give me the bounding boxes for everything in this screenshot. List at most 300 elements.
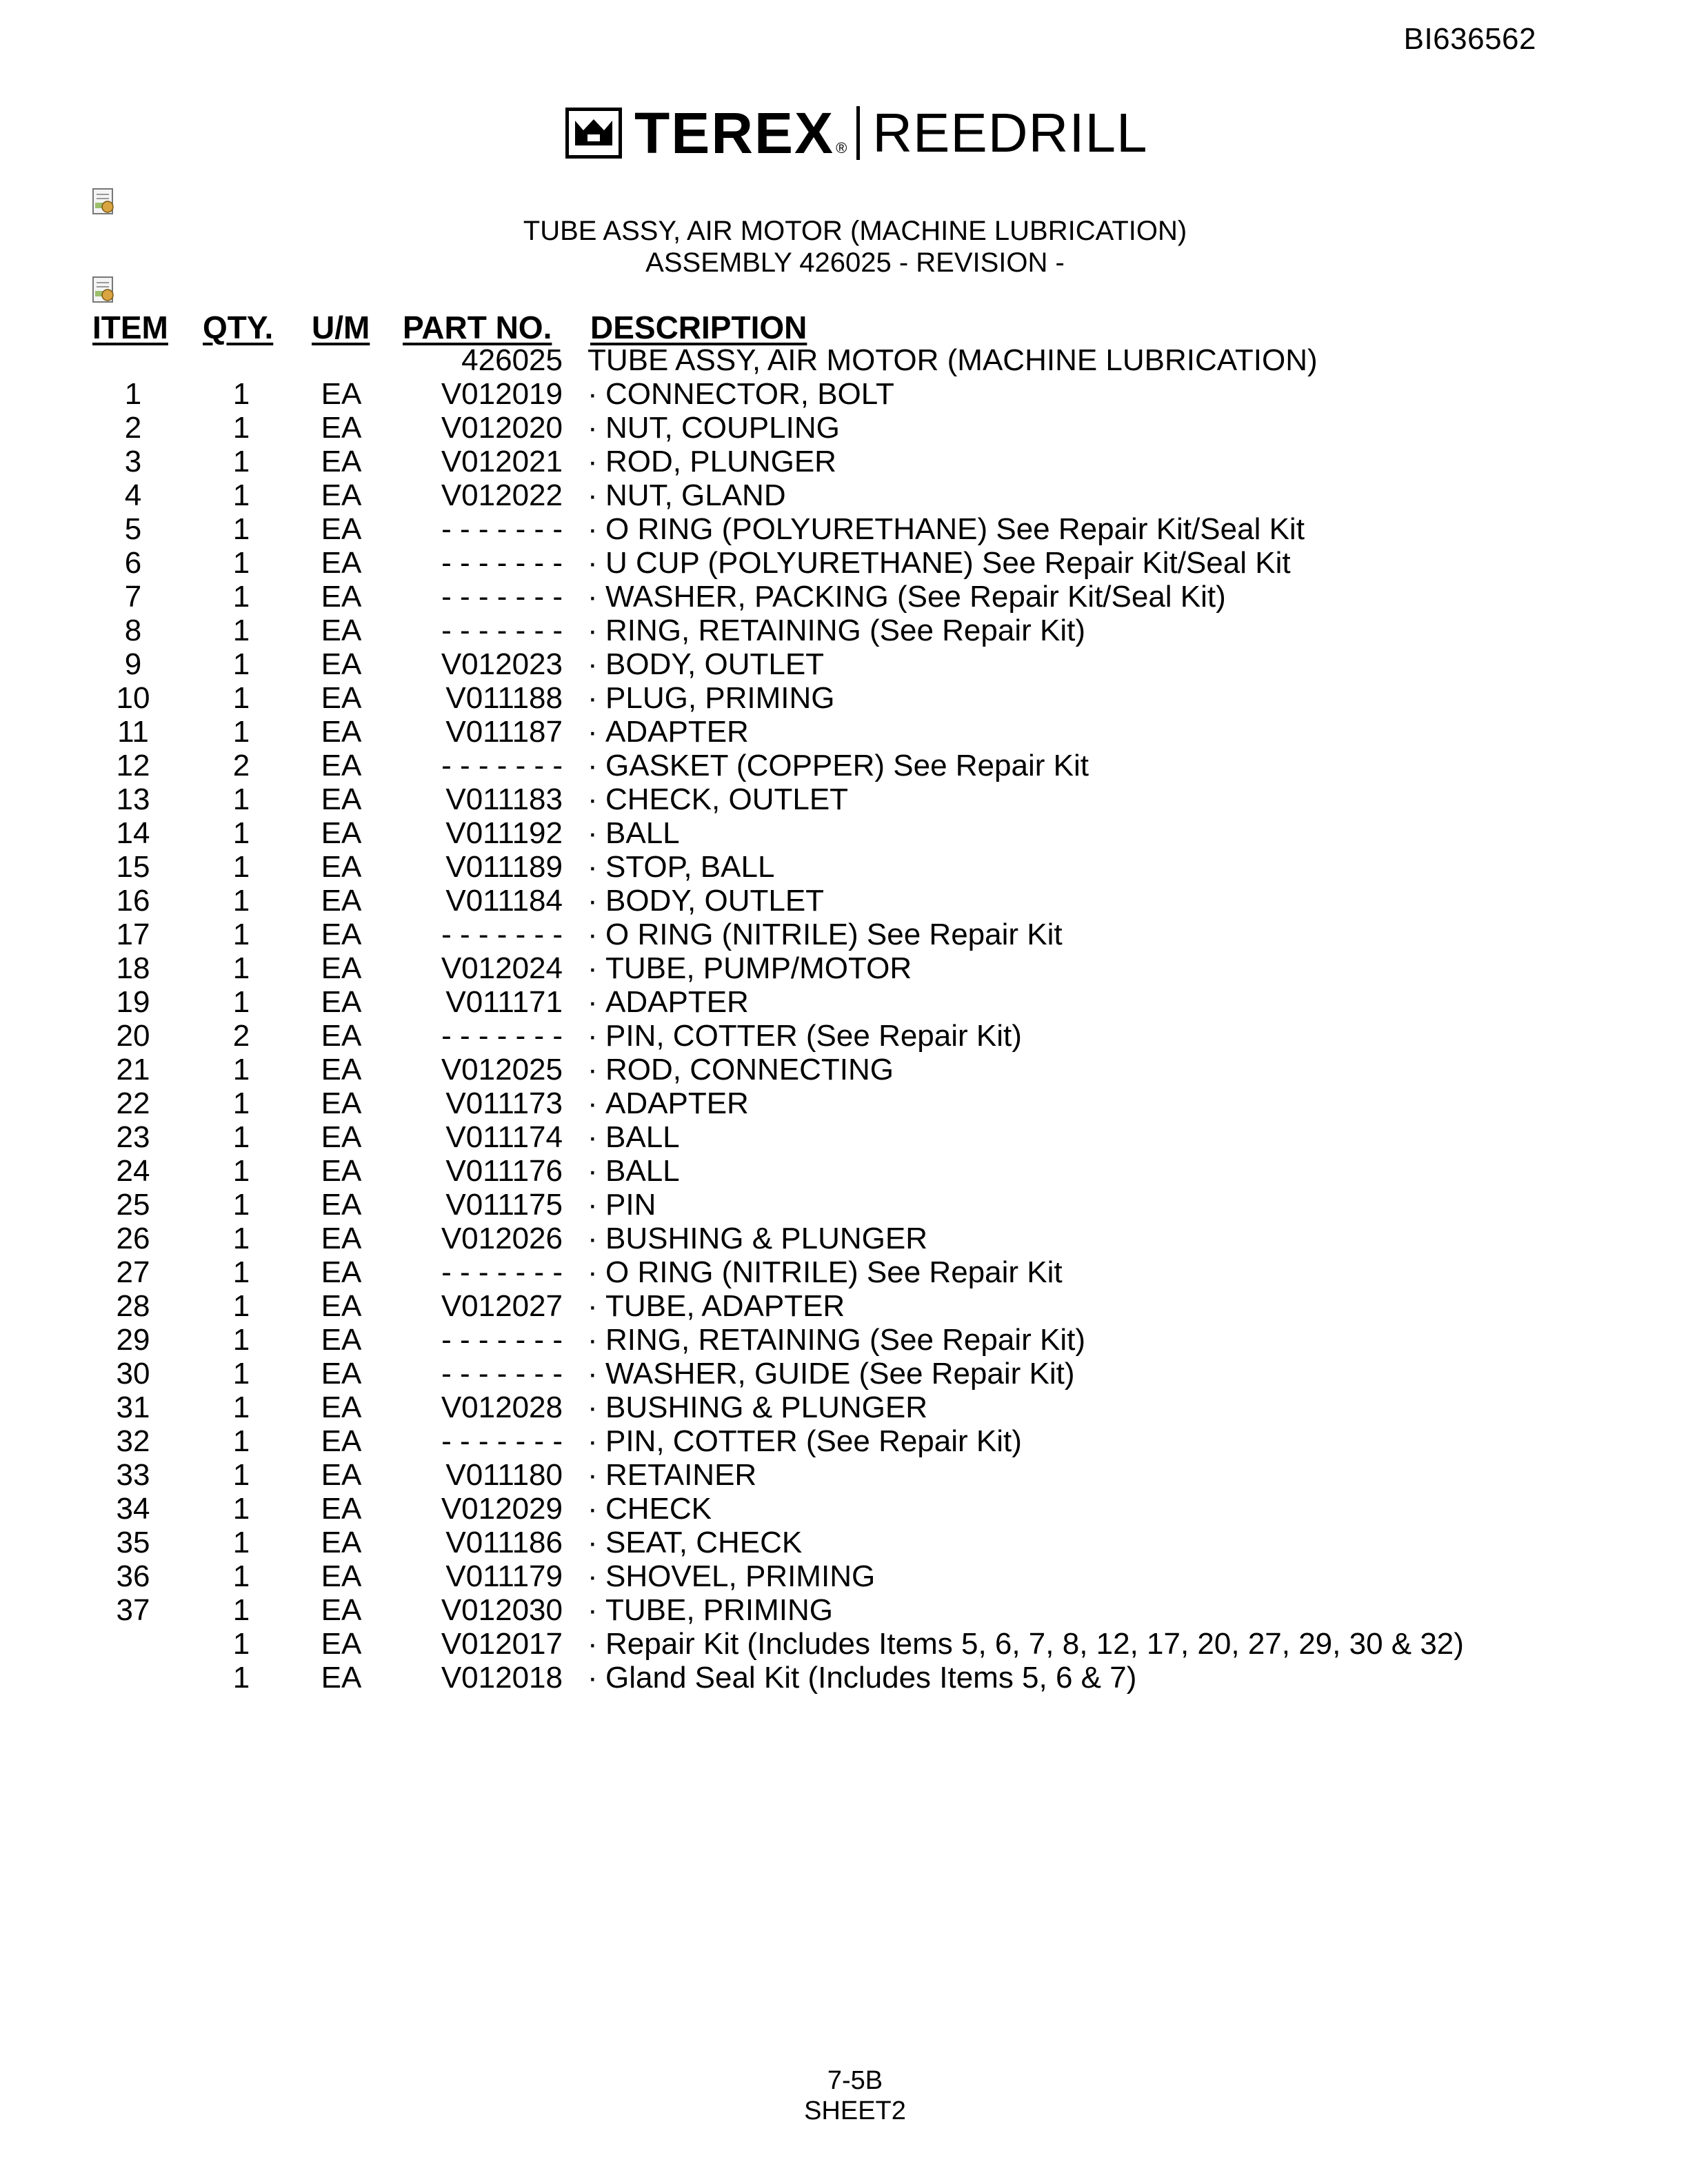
indent-bullet: ·	[587, 1492, 598, 1526]
embedded-document-icon	[91, 276, 117, 305]
item-quantity: 1	[232, 478, 250, 512]
item-number: 27	[116, 1255, 150, 1289]
item-description	[587, 951, 912, 986]
table-row	[0, 747, 1688, 781]
indent-bullet: ·	[587, 647, 598, 681]
item-description	[587, 478, 786, 513]
indent-bullet: ·	[587, 749, 598, 782]
item-description	[587, 546, 1291, 580]
table-row	[0, 376, 1688, 410]
item-description	[587, 1661, 1136, 1695]
indent-bullet: ·	[587, 782, 598, 816]
part-number: V012017	[441, 1627, 563, 1661]
unit-of-measure: EA	[321, 985, 362, 1019]
unit-of-measure: EA	[321, 1424, 362, 1458]
indent-bullet: ·	[587, 985, 598, 1019]
table-row	[0, 984, 1688, 1018]
table-row	[0, 916, 1688, 950]
item-description	[587, 1458, 756, 1493]
description-text: TUBE, PRIMING	[605, 1593, 834, 1627]
part-number: - - - - - - -	[441, 1019, 563, 1053]
item-description	[587, 1627, 1464, 1661]
description-text: CHECK	[605, 1492, 712, 1526]
table-row	[0, 1254, 1688, 1288]
indent-bullet: ·	[587, 1559, 598, 1593]
item-quantity: 1	[232, 951, 250, 985]
table-row	[0, 1322, 1688, 1355]
table-row	[0, 849, 1688, 882]
indent-bullet: ·	[587, 1391, 598, 1424]
item-quantity: 1	[232, 985, 250, 1019]
part-number: - - - - - - -	[441, 1424, 563, 1458]
description-text: PIN	[605, 1188, 656, 1222]
item-description	[587, 985, 749, 1020]
table-row	[0, 1153, 1688, 1186]
item-number: 2	[124, 411, 142, 445]
part-number: V011186	[445, 1526, 563, 1559]
indent-bullet: ·	[587, 1526, 598, 1559]
item-number: 22	[116, 1086, 150, 1120]
brand-name: TEREX	[634, 101, 835, 165]
item-description	[587, 884, 824, 918]
unit-of-measure: EA	[321, 951, 362, 985]
table-row	[0, 1389, 1688, 1423]
description-text: SHOVEL, PRIMING	[605, 1559, 876, 1593]
table-row	[0, 1355, 1688, 1389]
item-number: 9	[124, 647, 142, 681]
item-description	[587, 1593, 833, 1628]
item-quantity: 1	[232, 1627, 250, 1661]
item-description	[587, 1559, 875, 1594]
description-text: BODY, OUTLET	[605, 647, 825, 681]
description-text: Gland Seal Kit (Includes Items 5, 6 & 7)	[605, 1661, 1137, 1695]
item-quantity: 1	[232, 1053, 250, 1086]
unit-of-measure: EA	[321, 614, 362, 647]
item-description	[587, 1323, 1085, 1357]
item-quantity: 1	[232, 918, 250, 951]
item-quantity: 1	[232, 512, 250, 546]
part-number: V012026	[441, 1222, 563, 1255]
indent-bullet: ·	[587, 1255, 598, 1289]
item-description	[587, 1188, 656, 1222]
page-number: 7-5B	[827, 2066, 883, 2095]
item-quantity: 1	[232, 1120, 250, 1154]
description-text: BODY, OUTLET	[605, 884, 825, 918]
item-number: 11	[117, 715, 149, 749]
item-description	[587, 377, 894, 412]
table-row	[0, 1592, 1688, 1626]
part-number: V011173	[445, 1086, 563, 1120]
indent-bullet: ·	[587, 884, 598, 918]
item-quantity: 1	[232, 1188, 250, 1222]
unit-of-measure: EA	[321, 580, 362, 614]
indent-bullet: ·	[587, 850, 598, 884]
description-text: NUT, GLAND	[605, 478, 786, 512]
indent-bullet: ·	[587, 1120, 598, 1154]
item-description	[587, 343, 1318, 378]
part-number: V011183	[445, 782, 563, 816]
header-item: ITEM	[92, 310, 168, 345]
header-description: DESCRIPTION	[590, 310, 807, 345]
item-number: 7	[124, 580, 142, 614]
item-number: 34	[116, 1492, 150, 1526]
description-text: TUBE ASSY, AIR MOTOR (MACHINE LUBRICATION)	[587, 343, 1318, 377]
part-number: V011192	[445, 816, 563, 850]
item-description	[587, 918, 1063, 952]
item-description	[587, 1289, 845, 1324]
logo-divider	[856, 106, 860, 160]
unit-of-measure: EA	[321, 445, 362, 478]
unit-of-measure: EA	[321, 1526, 362, 1559]
indent-bullet: ·	[587, 918, 598, 951]
item-description	[587, 850, 774, 884]
item-quantity: 1	[232, 1424, 250, 1458]
unit-of-measure: EA	[321, 782, 362, 816]
part-number: V011188	[445, 681, 563, 715]
description-text: Repair Kit (Includes Items 5, 6, 7, 8, 12, 17, 20, 27, 29, 30 & 32)	[605, 1627, 1464, 1661]
unit-of-measure: EA	[321, 1593, 362, 1627]
item-number: 5	[124, 512, 142, 546]
item-quantity: 1	[232, 1323, 250, 1357]
item-description	[587, 512, 1305, 547]
assembly-title	[0, 215, 1688, 279]
item-quantity: 1	[232, 1154, 250, 1188]
item-description	[587, 1222, 927, 1256]
description-text: NUT, COUPLING	[605, 411, 840, 445]
indent-bullet: ·	[587, 1357, 598, 1391]
item-quantity: 1	[232, 1661, 250, 1695]
item-quantity: 1	[232, 377, 250, 411]
item-quantity: 1	[232, 647, 250, 681]
unit-of-measure: EA	[321, 681, 362, 715]
table-row	[0, 1085, 1688, 1119]
part-number: V012029	[441, 1492, 563, 1526]
item-quantity: 1	[232, 1357, 250, 1391]
unit-of-measure: EA	[321, 377, 362, 411]
item-quantity: 1	[232, 445, 250, 478]
indent-bullet: ·	[587, 445, 598, 478]
indent-bullet: ·	[587, 546, 598, 580]
item-number: 36	[116, 1559, 150, 1593]
unit-of-measure: EA	[321, 1323, 362, 1357]
item-number: 1	[124, 377, 142, 411]
table-row	[0, 882, 1688, 916]
item-quantity: 1	[232, 411, 250, 445]
indent-bullet: ·	[587, 512, 598, 546]
item-number: 15	[116, 850, 150, 884]
unit-of-measure: EA	[321, 1120, 362, 1154]
indent-bullet: ·	[587, 614, 598, 647]
unit-of-measure: EA	[321, 850, 362, 884]
embedded-document-icon	[91, 188, 117, 216]
part-number: V012024	[441, 951, 563, 985]
item-number: 24	[116, 1154, 150, 1188]
title-line-2: ASSEMBLY 426025 - REVISION -	[645, 247, 1065, 278]
unit-of-measure: EA	[321, 884, 362, 918]
description-text: CONNECTOR, BOLT	[605, 377, 894, 411]
unit-of-measure: EA	[321, 715, 362, 749]
item-quantity: 1	[232, 1289, 250, 1323]
item-number: 16	[116, 884, 150, 918]
indent-bullet: ·	[587, 1458, 598, 1492]
description-text: ADAPTER	[605, 985, 749, 1019]
item-description	[587, 1120, 680, 1155]
unit-of-measure: EA	[321, 647, 362, 681]
description-text: CHECK, OUTLET	[605, 782, 849, 816]
item-number: 25	[116, 1188, 150, 1222]
indent-bullet: ·	[587, 816, 598, 850]
unit-of-measure: EA	[321, 1188, 362, 1222]
item-description	[587, 1357, 1075, 1391]
item-number: 18	[116, 951, 150, 985]
unit-of-measure: EA	[321, 1357, 362, 1391]
item-quantity: 1	[232, 614, 250, 647]
item-description	[587, 1255, 1063, 1290]
table-row	[0, 443, 1688, 477]
item-number: 31	[116, 1391, 150, 1424]
indent-bullet: ·	[587, 681, 598, 715]
item-description	[587, 749, 1089, 783]
description-text: RETAINER	[605, 1458, 757, 1492]
description-text: ADAPTER	[605, 715, 749, 749]
part-number: - - - - - - -	[441, 546, 563, 580]
indent-bullet: ·	[587, 1188, 598, 1222]
terex-crown-icon	[565, 108, 622, 159]
item-description	[587, 1424, 1022, 1459]
description-text: WASHER, GUIDE (See Repair Kit)	[605, 1357, 1075, 1391]
part-number: V011179	[445, 1559, 563, 1593]
item-quantity: 2	[232, 1019, 250, 1053]
item-quantity: 1	[232, 782, 250, 816]
brand-division: REEDRILL	[872, 102, 1148, 163]
indent-bullet: ·	[587, 1323, 598, 1357]
item-description	[587, 681, 835, 716]
item-quantity: 1	[232, 715, 250, 749]
unit-of-measure: EA	[321, 749, 362, 782]
description-text: U CUP (POLYURETHANE) See Repair Kit/Seal Kit	[605, 546, 1291, 580]
registered-mark: ®	[836, 139, 847, 156]
item-number: 3	[124, 445, 142, 478]
table-row	[0, 1659, 1688, 1693]
description-text: PLUG, PRIMING	[605, 681, 835, 715]
item-description	[587, 715, 749, 749]
part-number: - - - - - - -	[441, 1357, 563, 1391]
description-text: PIN, COTTER (See Repair Kit)	[605, 1019, 1022, 1053]
item-number: 28	[116, 1289, 150, 1323]
unit-of-measure: EA	[321, 1053, 362, 1086]
description-text: ROD, PLUNGER	[605, 445, 836, 478]
part-number: V012021	[441, 445, 563, 478]
item-number: 13	[116, 782, 150, 816]
item-number: 33	[116, 1458, 150, 1492]
item-number: 35	[116, 1526, 150, 1559]
column-headers	[0, 305, 1688, 347]
item-description	[587, 1492, 712, 1526]
indent-bullet: ·	[587, 1627, 598, 1661]
item-description	[587, 1086, 749, 1121]
parts-list	[0, 342, 1688, 1693]
part-number: V011171	[445, 985, 563, 1019]
table-row	[0, 950, 1688, 984]
item-number: 17	[116, 918, 150, 951]
unit-of-measure: EA	[321, 1154, 362, 1188]
table-row	[0, 545, 1688, 578]
item-number: 12	[116, 749, 150, 782]
item-quantity: 1	[232, 1255, 250, 1289]
description-text: RING, RETAINING (See Repair Kit)	[605, 614, 1085, 647]
table-row	[0, 1626, 1688, 1659]
part-number: V012027	[441, 1289, 563, 1323]
part-number: V012020	[441, 411, 563, 445]
document-id: BI636562	[1403, 22, 1536, 56]
table-row	[0, 1018, 1688, 1051]
title-line-1: TUBE ASSY, AIR MOTOR (MACHINE LUBRICATION)	[523, 216, 1187, 246]
part-number: - - - - - - -	[441, 614, 563, 647]
table-row	[0, 1186, 1688, 1220]
table-row	[0, 612, 1688, 646]
unit-of-measure: EA	[321, 816, 362, 850]
description-text: PIN, COTTER (See Repair Kit)	[605, 1424, 1022, 1458]
indent-bullet: ·	[587, 1053, 598, 1086]
item-description	[587, 1019, 1022, 1053]
indent-bullet: ·	[587, 1086, 598, 1120]
item-description	[587, 614, 1085, 648]
header-part-no: PART NO.	[403, 310, 552, 345]
table-row	[0, 511, 1688, 545]
part-number: V012028	[441, 1391, 563, 1424]
table-row	[0, 1051, 1688, 1085]
unit-of-measure: EA	[321, 1492, 362, 1526]
table-row	[0, 1457, 1688, 1490]
item-description	[587, 1154, 680, 1189]
part-number: - - - - - - -	[441, 1255, 563, 1289]
table-row	[0, 410, 1688, 443]
table-row	[0, 1220, 1688, 1254]
item-description	[587, 1053, 894, 1087]
part-number: - - - - - - -	[441, 512, 563, 546]
terex-reedrill-logo	[565, 103, 1148, 163]
description-text: BALL	[605, 1154, 680, 1188]
item-number: 4	[124, 478, 142, 512]
part-number: 426025	[461, 343, 563, 377]
item-number: 32	[116, 1424, 150, 1458]
part-number: V011184	[445, 884, 563, 918]
item-quantity: 1	[232, 816, 250, 850]
unit-of-measure: EA	[321, 1222, 362, 1255]
indent-bullet: ·	[587, 1154, 598, 1188]
table-row	[0, 815, 1688, 849]
unit-of-measure: EA	[321, 918, 362, 951]
unit-of-measure: EA	[321, 411, 362, 445]
item-number: 37	[116, 1593, 150, 1627]
table-row	[0, 1490, 1688, 1524]
item-quantity: 1	[232, 1593, 250, 1627]
item-number: 20	[116, 1019, 150, 1053]
item-quantity: 1	[232, 1492, 250, 1526]
description-text: STOP, BALL	[605, 850, 775, 884]
item-quantity: 1	[232, 850, 250, 884]
unit-of-measure: EA	[321, 1019, 362, 1053]
item-description	[587, 647, 824, 682]
indent-bullet: ·	[587, 1424, 598, 1458]
item-quantity: 1	[232, 580, 250, 614]
item-number: 14	[116, 816, 150, 850]
part-number: V012030	[441, 1593, 563, 1627]
description-text: BUSHING & PLUNGER	[605, 1222, 927, 1255]
part-number: V012019	[441, 377, 563, 411]
item-number: 10	[116, 681, 150, 715]
table-row	[0, 1423, 1688, 1457]
unit-of-measure: EA	[321, 1255, 362, 1289]
table-row	[0, 646, 1688, 680]
indent-bullet: ·	[587, 1661, 598, 1695]
item-number: 23	[116, 1120, 150, 1154]
indent-bullet: ·	[587, 1593, 598, 1627]
part-number: V011180	[445, 1458, 563, 1492]
item-number: 8	[124, 614, 142, 647]
item-number: 26	[116, 1222, 150, 1255]
indent-bullet: ·	[587, 478, 598, 512]
unit-of-measure: EA	[321, 478, 362, 512]
table-row	[0, 342, 1688, 376]
table-row	[0, 714, 1688, 747]
unit-of-measure: EA	[321, 1086, 362, 1120]
unit-of-measure: EA	[321, 1289, 362, 1323]
part-number: V011175	[445, 1188, 563, 1222]
part-number: V011174	[445, 1120, 563, 1154]
description-text: O RING (POLYURETHANE) See Repair Kit/Seal Kit	[605, 512, 1305, 546]
item-description	[587, 816, 680, 851]
item-description	[587, 782, 848, 817]
item-description	[587, 411, 840, 445]
description-text: O RING (NITRILE) See Repair Kit	[605, 1255, 1063, 1289]
description-text: SEAT, CHECK	[605, 1526, 803, 1559]
table-row	[0, 1119, 1688, 1153]
item-quantity: 2	[232, 749, 250, 782]
item-description	[587, 445, 836, 479]
table-row	[0, 578, 1688, 612]
indent-bullet: ·	[587, 377, 598, 411]
description-text: BALL	[605, 1120, 680, 1154]
description-text: ROD, CONNECTING	[605, 1053, 894, 1086]
part-number: V011176	[445, 1154, 563, 1188]
header-qty: QTY.	[203, 310, 274, 345]
description-text: O RING (NITRILE) See Repair Kit	[605, 918, 1063, 951]
table-row	[0, 1288, 1688, 1322]
indent-bullet: ·	[587, 715, 598, 749]
description-text: BALL	[605, 816, 680, 850]
part-number: V011189	[445, 850, 563, 884]
item-number: 30	[116, 1357, 150, 1391]
description-text: RING, RETAINING (See Repair Kit)	[605, 1323, 1085, 1357]
item-description	[587, 1526, 802, 1560]
table-row	[0, 680, 1688, 714]
part-number: - - - - - - -	[441, 918, 563, 951]
part-number: V012018	[441, 1661, 563, 1695]
indent-bullet: ·	[587, 1222, 598, 1255]
table-row	[0, 1558, 1688, 1592]
indent-bullet: ·	[587, 1019, 598, 1053]
table-row	[0, 477, 1688, 511]
item-quantity: 1	[232, 884, 250, 918]
indent-bullet: ·	[587, 580, 598, 614]
unit-of-measure: EA	[321, 1391, 362, 1424]
description-text: GASKET (COPPER) See Repair Kit	[605, 749, 1089, 782]
unit-of-measure: EA	[321, 512, 362, 546]
description-text: BUSHING & PLUNGER	[605, 1391, 927, 1424]
item-description	[587, 1391, 927, 1425]
item-quantity: 1	[232, 1222, 250, 1255]
